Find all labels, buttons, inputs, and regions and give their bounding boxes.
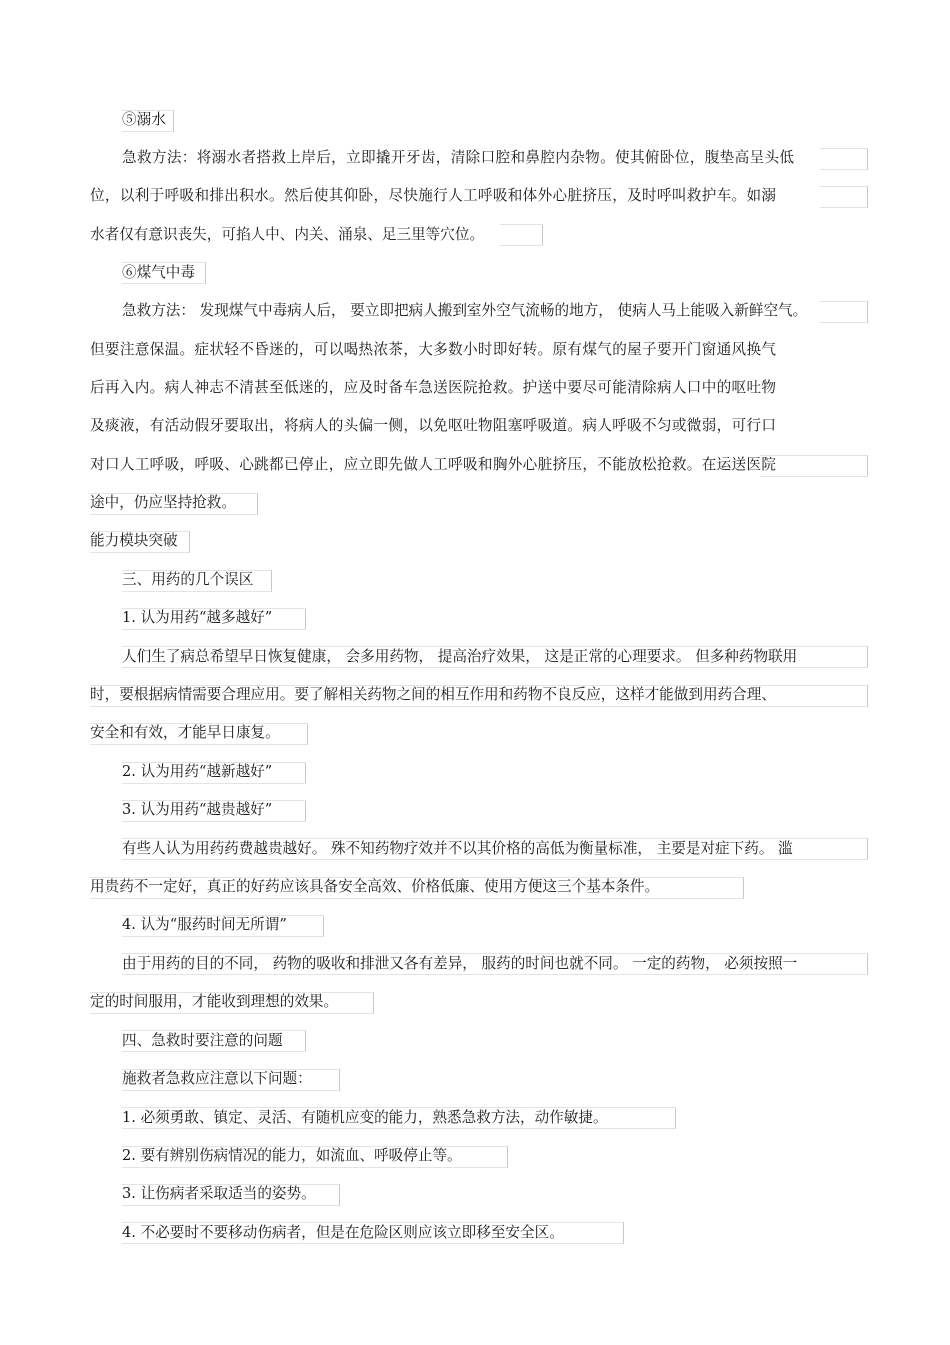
paragraph-line: 有些人认为用药药费越贵越好。 殊不知药物疗效并不以其价格的高低为衡量标准， 主要是对症下药。 滥 [122, 840, 793, 857]
list-item: 2. 要有辨别伤病情况的能力，如流血、呼吸停止等。 [122, 1147, 462, 1164]
list-item: 4. 不必要时不要移动伤病者，但是在危险区则应该立即移至安全区。 [122, 1224, 564, 1241]
section-heading-attention: 四、急救时要注意的问题 [122, 1032, 283, 1049]
paragraph-line: 但要注意保温。症状轻不昏迷的，可以喝热浓茶，大多数小时即好转。原有煤气的屋子要开门窗通风换气 [90, 341, 776, 358]
paragraph-line: 途中，仍应坚持抢救。 [90, 494, 236, 511]
paragraph-line: 安全和有效，才能早日康复。 [90, 724, 280, 741]
item-title: 4. 认为“服药时间无所谓” [122, 916, 287, 933]
section-heading-drowning: ⑤溺水 [122, 111, 166, 128]
module-title: 能力模块突破 [90, 532, 178, 549]
list-item: 3. 让伤病者采取适当的姿势。 [122, 1185, 316, 1202]
text-frame [760, 455, 868, 477]
paragraph-line: 急救方法：将溺水者搭救上岸后，立即撬开牙齿，清除口腔和鼻腔内杂物。使其俯卧位，腹垫高呈头低 [122, 149, 794, 166]
section-heading-gas: ⑥煤气中毒 [122, 264, 195, 281]
item-title: 3. 认为用药“越贵越好” [122, 801, 273, 818]
list-item: 1. 必须勇敢、镇定、灵活、有随机应变的能力，熟悉急救方法，动作敏捷。 [122, 1109, 608, 1126]
section-heading-misconceptions: 三、用药的几个误区 [122, 571, 254, 588]
paragraph-line: 及痰液，有活动假牙要取出，将病人的头偏一侧，以免呕吐物阻塞呼吸道。病人呼吸不匀或微弱，可行口 [90, 417, 776, 434]
item-title: 2. 认为用药“越新越好” [122, 763, 273, 780]
paragraph-line: 用贵药不一定好，真正的好药应该具备安全高效、价格低廉、使用方便这三个基本条件。 [90, 878, 660, 895]
section-intro: 施救者急救应注意以下问题： [122, 1070, 312, 1087]
paragraph-line: 由于用药的目的不同， 药物的吸收和排泄又各有差异， 服药的时间也就不同。 一定的药物， 必须按照一 [122, 955, 798, 972]
text-frame [820, 186, 868, 208]
paragraph-line: 对口人工呼吸，呼吸、心跳都已停止，应立即先做人工呼吸和胸外心脏挤压，不能放松抢救。在运送医院 [90, 456, 776, 473]
paragraph-line: 人们生了病总希望早日恢复健康， 会多用药物， 提高治疗效果， 这是正常的心理要求。 但多种药物联用 [122, 648, 798, 665]
text-frame [500, 224, 543, 246]
paragraph-line: 水者仅有意识丧失，可掐人中、内关、涌泉、足三里等穴位。 [90, 226, 485, 243]
paragraph-line: 位，以利于呼吸和排出积水。然后使其仰卧，尽快施行人工呼吸和体外心脏挤压，及时呼叫救护车。如溺 [90, 187, 776, 204]
item-title: 1. 认为用药“越多越好” [122, 609, 273, 626]
paragraph-line: 时，要根据病情需要合理应用。要了解相关药物之间的相互作用和药物不良反应，这样才能做到用药合理、 [90, 686, 776, 703]
paragraph-line: 急救方法： 发现煤气中毒病人后， 要立即把病人搬到室外空气流畅的地方， 使病人马上能吸入新鲜空气。 [122, 302, 808, 319]
text-frame [820, 148, 868, 170]
paragraph-line: 后再入内。病人神志不清甚至低迷的，应及时备车急送医院抢救。护送中要尽可能清除病人口中的呕吐物 [90, 379, 776, 396]
paragraph-line: 定的时间服用，才能收到理想的效果。 [90, 993, 339, 1010]
